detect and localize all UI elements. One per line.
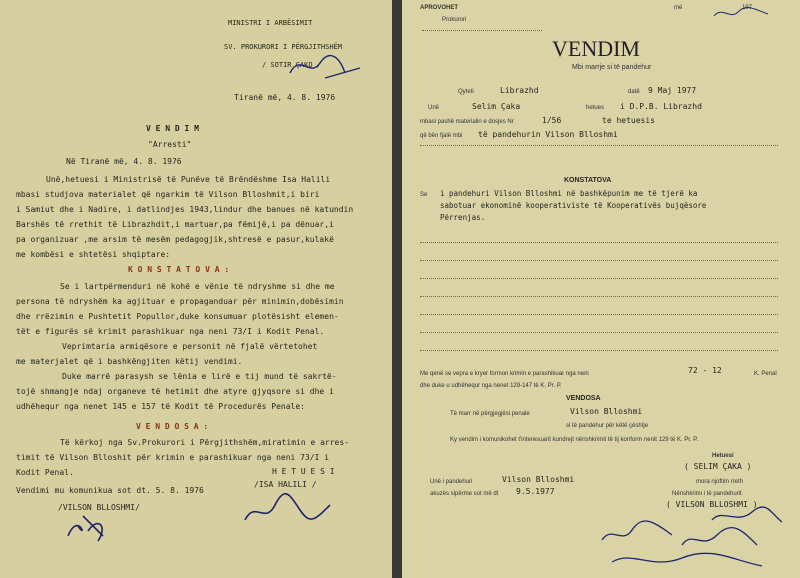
body-line: i Samiut dhe i Nadire, i datlindjes 1943,lindur dhe banues në katundin bbox=[16, 205, 354, 214]
merr-label: Të marr në përgjegjësi penale bbox=[450, 411, 530, 417]
blank-line bbox=[420, 332, 778, 333]
document-subtitle: "Arresti" bbox=[148, 140, 192, 149]
body-line: pa organizuar ,me arsim të mesëm pedagogjik,shtresë e pasur,kulakë bbox=[16, 235, 334, 244]
body2-line: Se i lartpërmenduri në kohë e vënie të ndryshme si dhe me bbox=[60, 282, 335, 291]
date-line: Në Tiranë më, 4. 8. 1976 bbox=[66, 157, 182, 166]
right-document-page bbox=[402, 0, 800, 578]
materialet-value: 1/56 bbox=[542, 116, 562, 125]
materialet-label: mbasi pashë materialin e dosjes Nr bbox=[420, 119, 514, 125]
une-value: Selim Çaka bbox=[472, 102, 521, 111]
vendosa-heading: VENDOSA bbox=[566, 395, 601, 402]
body2-line: tët e figurës së krimit parashikuar nga neni 73/I i Kodit Penal. bbox=[16, 327, 325, 336]
merr-value: Vilson Blloshmi bbox=[570, 407, 643, 416]
approval-signature bbox=[712, 4, 772, 22]
vendosa-heading: V E N D O S A : bbox=[136, 422, 209, 431]
ngarkim-value: të pandehurin Vilson Blloshmi bbox=[478, 130, 618, 139]
udhehequr-line: dhe duke u udhëhequr nga nenet 129-147 të K. Pr. P. bbox=[420, 383, 562, 389]
body-line: mbasi studjova materialet që ngarkim të Vilson Blloshmit,i biri bbox=[16, 190, 320, 199]
komunikim-line: Vendimi mu komunikua sot dt. 5. 8. 1976 bbox=[16, 486, 204, 495]
accused-signature bbox=[58, 506, 118, 546]
blank-line bbox=[420, 350, 778, 351]
body2-line: persona të ndryshëm ka agjituar e propaganduar për minimin,dobësimin bbox=[16, 297, 344, 306]
nenshkrimi-label: Nënshkrimi i të pandehurit bbox=[672, 491, 742, 497]
se-line: sabotuar ekonominë kooperativiste të Kooperativës bujqësore bbox=[440, 201, 707, 210]
akuzes-label: akuzës sipërme sot më dt bbox=[430, 491, 499, 497]
investigator-signature bbox=[240, 490, 340, 530]
akuzes-value: 9.5.1977 bbox=[516, 487, 555, 496]
body3-line: Të kërkoj nga Sv.Prokurori i Përgjithshëm,miratimin e arres- bbox=[60, 438, 349, 447]
une2-value: Vilson Blloshmi bbox=[502, 475, 575, 484]
document-subtitle: Mbi marrje si të pandehur bbox=[572, 64, 652, 71]
une-label: Unë bbox=[428, 105, 440, 111]
body3-line: Kodit Penal. bbox=[16, 468, 74, 477]
data-value: 9 Maj 1977 bbox=[648, 86, 697, 95]
body-line: me kombësi e shtetësi shqiptare: bbox=[16, 250, 171, 259]
accused-name: /VILSON BLLOSHMI/ bbox=[58, 503, 140, 512]
approval-line bbox=[422, 30, 542, 31]
hetuesi-name: /ISA HALILI / bbox=[254, 480, 317, 489]
header-line-3: / SOTIR ÇAKO / bbox=[262, 61, 322, 69]
body-line: Unë,hetuesi i Ministrisë të Punëve të Brëndëshme Isa Halili bbox=[46, 175, 331, 184]
blank-line bbox=[420, 260, 778, 261]
accused-name: ( VILSON BLLOSHMI ) bbox=[666, 500, 758, 509]
une2-label: Unë i pandehuri bbox=[430, 479, 473, 485]
body3-line: timit të Vilson Blloshit për krimin e parashikuar nga neni 73/I i bbox=[16, 453, 330, 462]
hetues-value: i D.P.B. Librazhd bbox=[620, 102, 702, 111]
hetues-label: hetues bbox=[586, 105, 605, 111]
date-year-label: 197 bbox=[742, 5, 753, 11]
document-title: VENDIM bbox=[552, 36, 640, 61]
blank-line bbox=[420, 145, 778, 146]
ngarkim-label: që bën fjalë mbi bbox=[420, 133, 463, 139]
blank-line bbox=[420, 278, 778, 279]
blank-line bbox=[420, 296, 778, 297]
date-me-label: më bbox=[674, 5, 683, 11]
body2-line: udhëhequr nga nenet 145 e 157 të Kodit të Procedurës Penale: bbox=[16, 402, 305, 411]
se-label: Se bbox=[420, 192, 428, 198]
komunikim-line: Ky vendim i komunikohet t'interesuarit kundrejt nënshkrimit të tij konform nenit 129 të K. Pr. P. bbox=[450, 437, 699, 443]
body2-line: Duke marrë parasysh se lënia e lirë e tij mund të sakrtë- bbox=[62, 372, 337, 381]
pandehur-line: si të pandehur për këtë çështje bbox=[566, 423, 649, 429]
mora-line: mora njoftim rreth bbox=[696, 479, 744, 485]
blank-line bbox=[420, 242, 778, 243]
kodi-penal-label: K. Penal bbox=[754, 371, 777, 377]
neni-value: 72 - 12 bbox=[688, 366, 722, 375]
prokurori-label: Prokurori bbox=[442, 17, 467, 23]
konstatova-heading: KONSTATOVA bbox=[564, 177, 612, 184]
body2-line: Veprimtaria armiqësore e personit në fjalë vërtetohet bbox=[62, 342, 318, 351]
blank-line bbox=[420, 314, 778, 315]
place-date: Tiranë më, 4. 8. 1976 bbox=[234, 93, 336, 102]
document-title: V E N D I M bbox=[146, 124, 199, 133]
qyteti-value: Librazhd bbox=[500, 86, 539, 95]
hetuesi-label: H E T U E S I bbox=[272, 467, 335, 476]
meqe-line: Me qenë se vepra e kryer formon krimin e parashikuar nga neni bbox=[420, 371, 589, 377]
approval-signature bbox=[285, 48, 365, 88]
hetuesi-name: ( SELIM ÇAKA ) bbox=[684, 462, 752, 471]
se-line: i pandehuri Vilson Blloshmi në bashkëpunim me të tjerë ka bbox=[440, 189, 698, 198]
body-line: Barshës të rrethit të Librazhdit,i martuar,pa fëmijë,i pa dënuar,i bbox=[16, 220, 334, 229]
left-document-page bbox=[0, 0, 392, 578]
se-line: Përrenjas. bbox=[440, 213, 486, 222]
body2-line: me materjalet që i bashkëngjiten këtij vendimi. bbox=[16, 357, 243, 366]
materialet-suffix: te hetuesis bbox=[602, 116, 655, 125]
body2-line: dhe rrëzimin e Pushtetit Popullor,duke konsumuar plotësisht elemen- bbox=[16, 312, 339, 321]
data-label: datë bbox=[628, 89, 640, 95]
header-line-1: MINISTRI I ARBËSIMIT bbox=[228, 19, 313, 27]
body2-line: tojë shmangje ndaj organeve të hetimit dhe atyre gjyqsore si dhe i bbox=[16, 387, 334, 396]
hetuesi-label: Hetuesi bbox=[712, 453, 734, 459]
konstatova-heading: K O N S T A T O V A : bbox=[128, 265, 230, 274]
witness-signatures bbox=[592, 500, 792, 578]
qyteti-label: Qyteti bbox=[458, 89, 474, 95]
header-line-2: SV. PROKURORI I PËRGJITHSHËM bbox=[224, 43, 343, 51]
aprovohet-label: APROVOHET bbox=[420, 5, 459, 11]
